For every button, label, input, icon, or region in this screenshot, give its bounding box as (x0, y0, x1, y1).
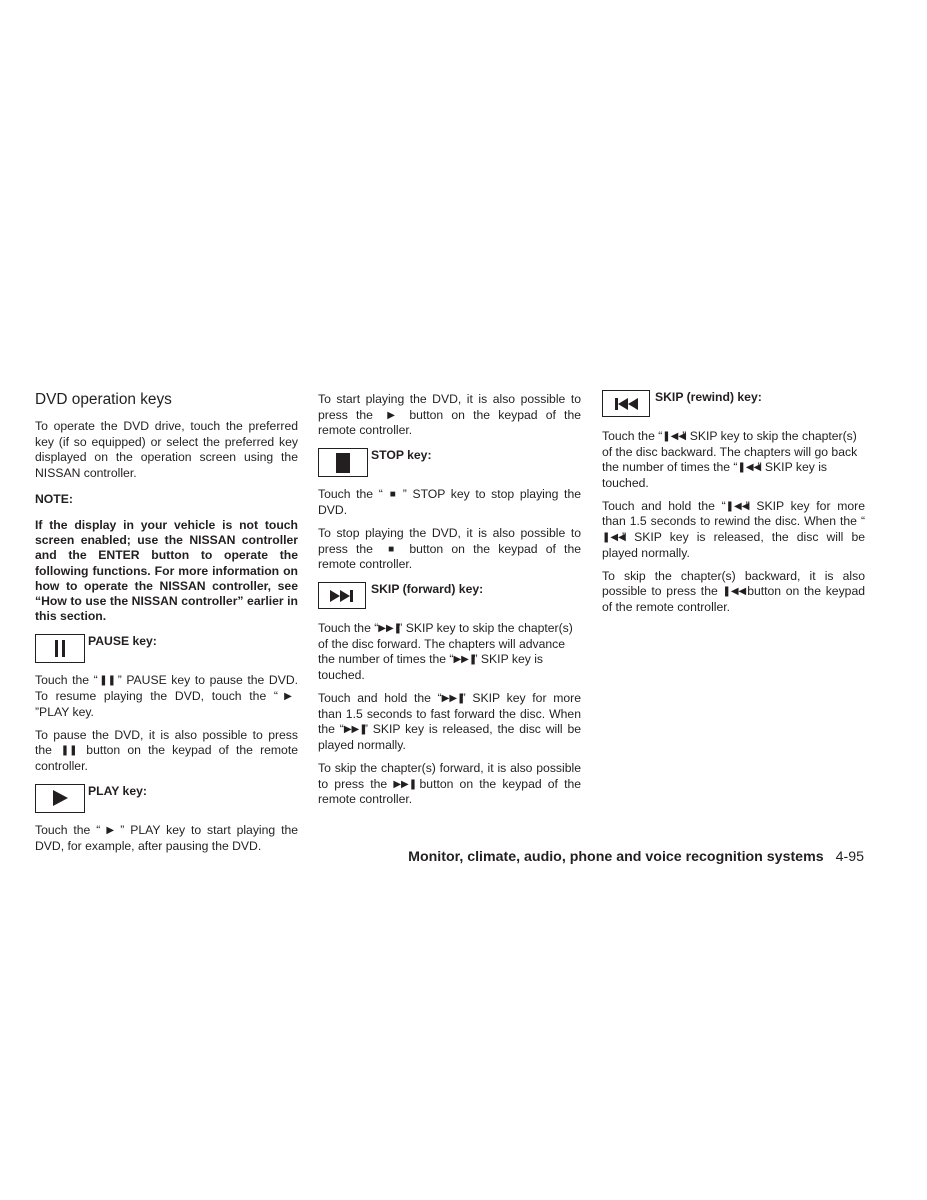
stop-paragraph-1: Touch the “ ■ ” STOP key to stop playing the DVD. (318, 487, 581, 517)
skip-rewind-icon: ❚◀◀ (725, 500, 750, 512)
skip-forward-icon: ▶▶❚ (441, 693, 466, 705)
stop-paragraph-2: To stop playing the DVD, it is also possible to press the ■ button on the keypad of the remote controller. (318, 525, 581, 572)
skip-forward-paragraph-3: To skip the chapter(s) forward, it is also possible to press the ▶▶❚ button on the keypad of the remote controller. (318, 761, 582, 807)
skip-rewind-key-icon-box (602, 390, 650, 417)
skip-rewind-key-title: SKIP (rewind) key: (655, 390, 762, 404)
stop-key-title: STOP key: (371, 448, 432, 463)
stop-key-heading (318, 446, 581, 482)
skip-forward-icon: ▶▶❚ (453, 654, 478, 666)
footer-section-title: Monitor, climate, audio, phone and voice recognition systems (408, 849, 824, 865)
skip-forward-paragraph-2: Touch and hold the “▶▶❚” SKIP key for more than 1.5 seconds to fast forward the disc. When the “▶▶❚” SKIP key is released, the disc will be played normally. (318, 691, 581, 752)
stop-icon: ■ (388, 543, 395, 555)
skip-rewind-icon: ❚◀◀ (602, 532, 626, 544)
section-heading: DVD operation keys (35, 391, 172, 408)
skip-forward-key-heading (318, 580, 581, 616)
skip-rewind-key-heading (602, 388, 865, 424)
pause-key-icon-box (35, 634, 85, 663)
page-number: 4-95 (835, 849, 864, 865)
play-icon: ▶ (284, 690, 292, 702)
pause-key-heading (35, 632, 298, 668)
skip-rewind-icon: ❚◀◀ (662, 431, 687, 442)
play-icon: ▶ (106, 824, 115, 836)
skip-forward-key-title: SKIP (forward) key: (371, 582, 484, 597)
skip-forward-icon: ▶▶❚ (343, 724, 368, 736)
play-paragraph-2: To start playing the DVD, it is also possible to press the ▶ button on the keypad of the remote controller. (318, 392, 581, 438)
column-2 (318, 392, 581, 815)
skip-rewind-icon: ❚◀◀ (722, 586, 747, 598)
play-icon (52, 790, 68, 806)
skip-forward-icon (330, 590, 354, 602)
skip-forward-key-icon-box (318, 582, 366, 609)
play-icon: ▶ (387, 409, 395, 421)
skip-rewind-paragraph-2: Touch and hold the “❚◀◀” SKIP key for more than 1.5 seconds to rewind the disc. When the “❚◀◀” SKIP key is released, the disc will be played normally. (602, 498, 865, 560)
skip-forward-paragraph-1: Touch the “▶▶❚” SKIP key to skip the chapter(s) of the disc forward. The chapters will advance the number of times the “▶▶❚” SKIP key is touched. (318, 621, 573, 683)
skip-rewind-paragraph-1: Touch the “❚◀◀” SKIP key to skip the chapter(s) of the disc backward. The chapters will go back the number of times the “❚◀◀” SKIP key is touched. (602, 429, 858, 490)
pause-paragraph-2: To pause the DVD, it is also possible to press the ❚❚ button on the keypad of the remote controller. (35, 727, 298, 773)
play-paragraph-1: Touch the “ ▶ ” PLAY key to start playing the DVD, for example, after pausing the DVD. (35, 822, 299, 853)
page-footer (380, 849, 864, 865)
pause-icon: ❚❚ (60, 745, 78, 757)
column-1 (35, 391, 298, 862)
skip-rewind-icon (614, 398, 638, 410)
stop-icon: ■ (389, 489, 396, 501)
stop-key-icon-box (318, 448, 368, 477)
skip-rewind-paragraph-3: To skip the chapter(s) backward, it is also possible to press the ❚◀◀ button on the keypad of the remote controller. (602, 568, 865, 614)
note-text: If the display in your vehicle is not touch screen enabled; use the NISSAN controller and the ENTER button to operate the following functions. For more information on how to operate the NISSAN controller, see “How to use the NISSAN controller” earlier in this section. (35, 517, 298, 624)
play-key-title: PLAY key: (88, 783, 147, 798)
pause-key-title: PAUSE key: (88, 634, 157, 649)
pause-icon (55, 640, 65, 657)
stop-icon (336, 453, 350, 473)
note-label: NOTE: (35, 492, 73, 507)
column-3 (602, 388, 865, 623)
pause-icon: ❚❚ (99, 675, 117, 687)
play-key-icon-box (35, 784, 85, 813)
intro-paragraph: To operate the DVD drive, touch the preferred key (if so equipped) or select the preferred key displayed on the operation screen using the NISSAN controller. (35, 419, 298, 480)
play-key-heading (35, 782, 298, 818)
pause-paragraph-1: Touch the “ ❚❚ ” PAUSE key to pause the DVD. To resume playing the DVD, touch the “ ▶”PLAY key. (35, 673, 299, 719)
skip-forward-icon: ▶▶❚ (378, 623, 403, 635)
skip-forward-icon: ▶▶❚ (393, 778, 418, 790)
skip-rewind-icon: ❚◀◀ (737, 462, 762, 474)
